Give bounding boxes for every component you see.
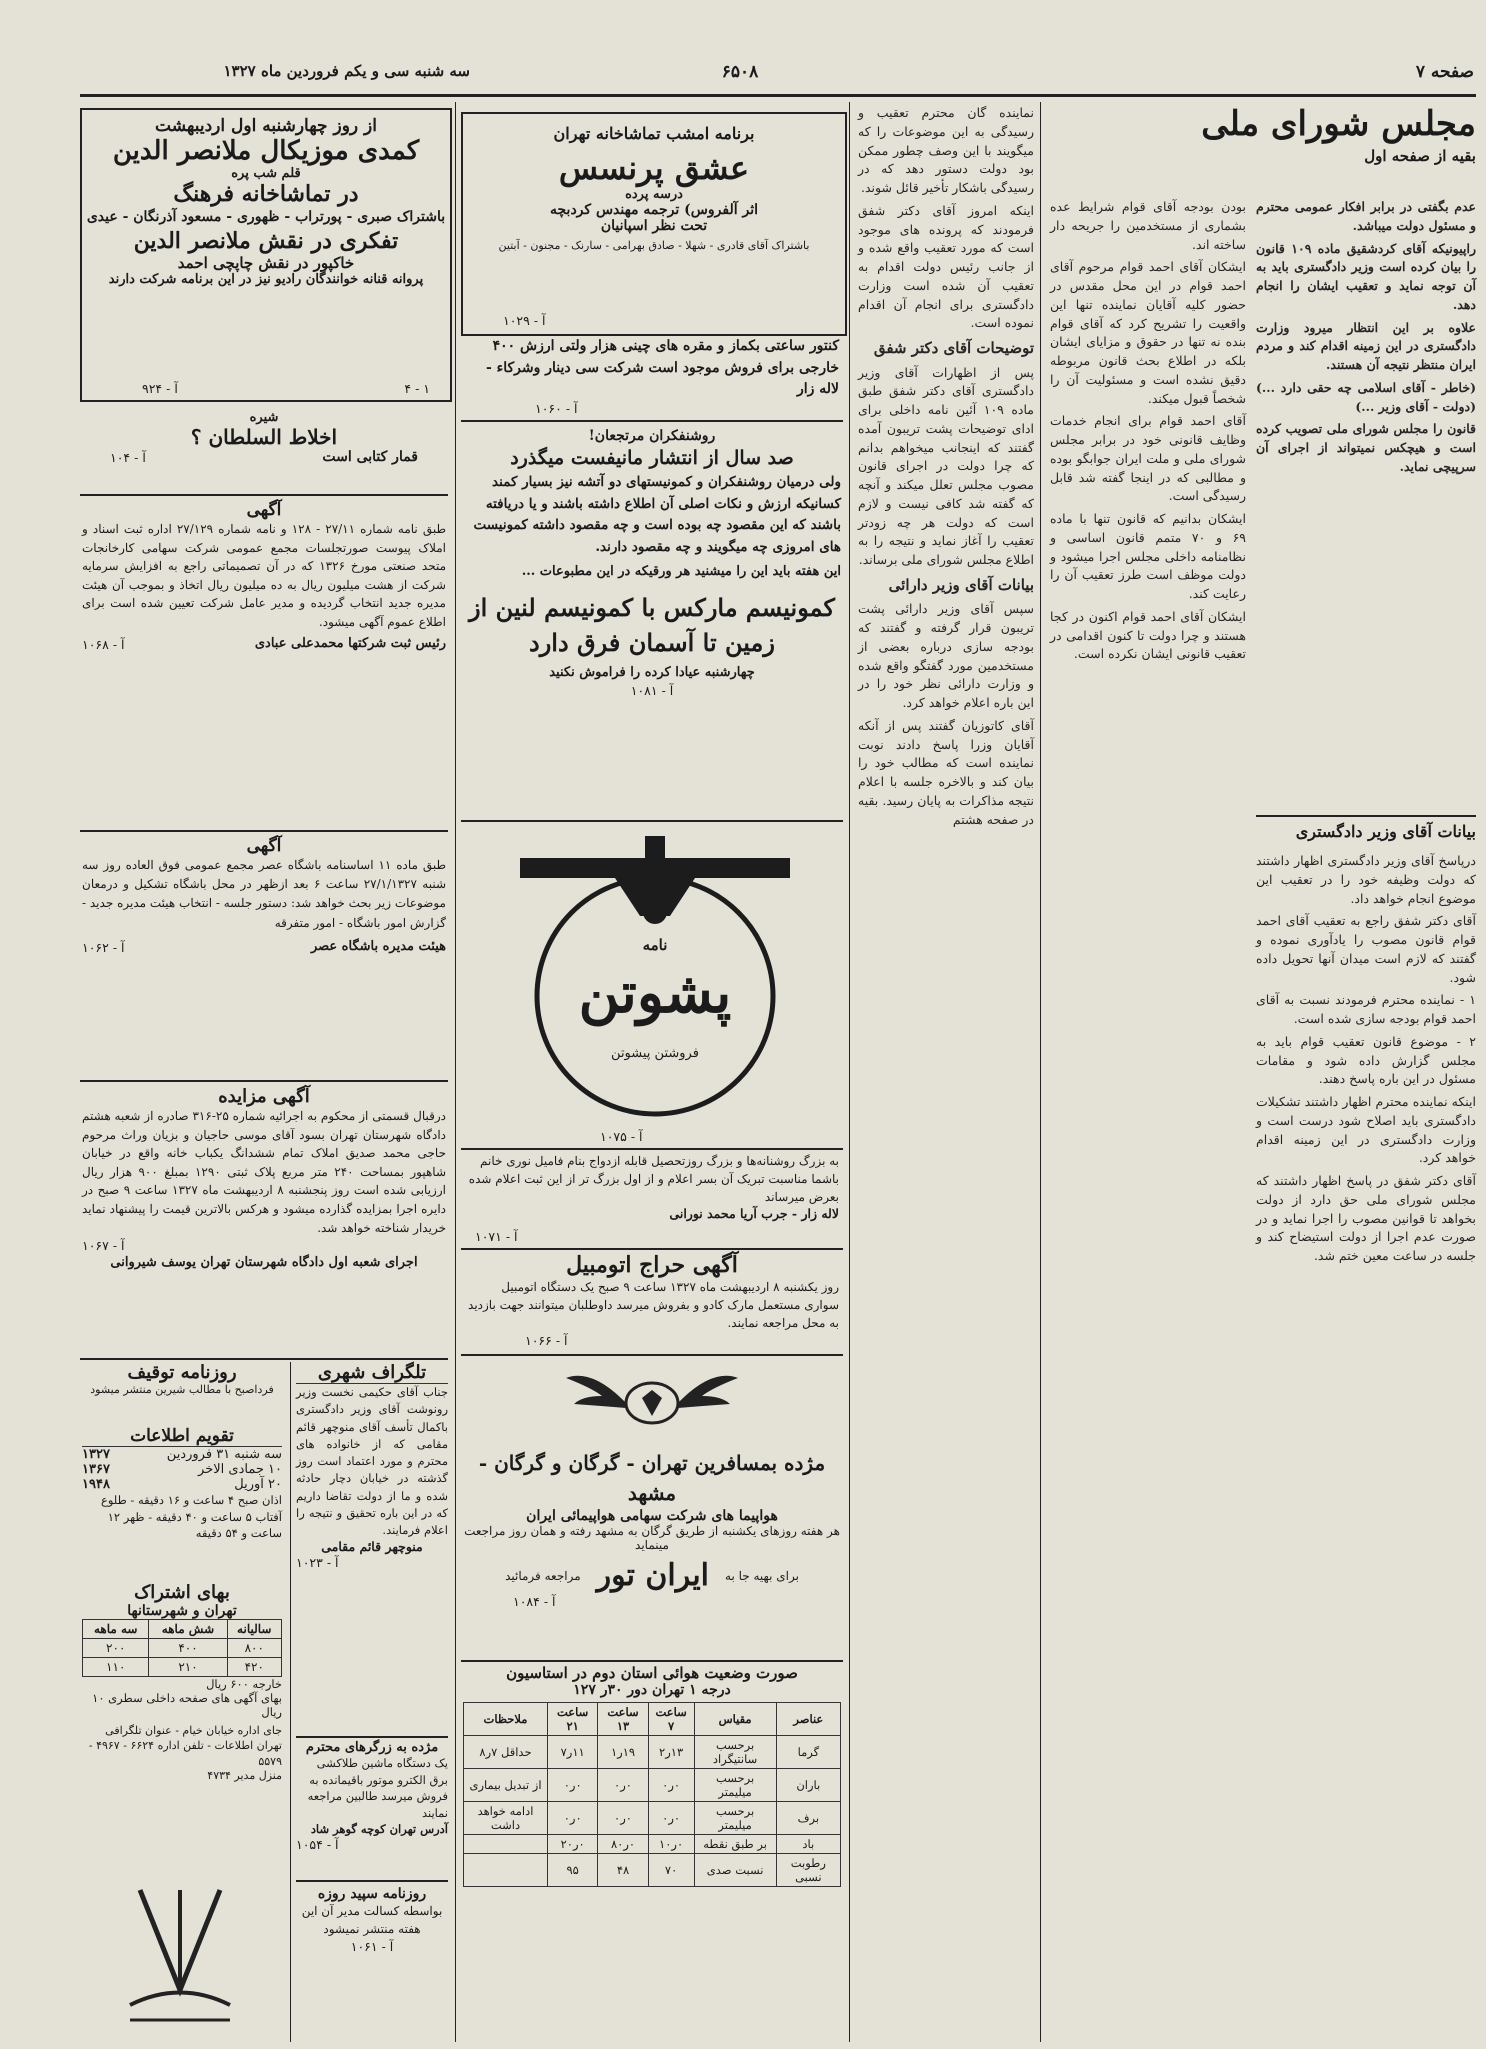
subscription-title: بهای اشتراک	[134, 1582, 230, 1603]
table-cell: ۰ر۰	[547, 1769, 597, 1802]
majlis-title: مجلس شورای ملی	[1201, 104, 1476, 144]
col2-heading: بیانات آقای وزیر دارائی	[888, 575, 1034, 594]
table-cell: حداقل ۷ر۸	[464, 1736, 548, 1769]
subscription-header: سالیانه	[227, 1620, 281, 1639]
ad-rule	[461, 1248, 843, 1250]
ad-rule	[296, 1880, 448, 1882]
sepid-body: بواسطه کسالت مدیر آن این هفته منتشر نمیشود	[301, 1904, 443, 1936]
calendar-row	[82, 1447, 282, 1462]
section-rule	[1256, 815, 1476, 817]
manifesto-note: این هفته باید این را میشنید هر ورقیکه در این مطبوعات ...	[521, 564, 841, 580]
goldsmith-ad	[296, 1740, 448, 1860]
comedy-author: قلم شب پره	[231, 166, 301, 181]
subscription-single: بهای آگهی های صفحه داخلی سطری ۱۰ ریال	[92, 1691, 282, 1719]
table-cell	[464, 1854, 548, 1887]
book-footer	[80, 449, 448, 467]
comedy-extra: خاکپور در نقش چاپچی احمد	[177, 254, 355, 272]
justice-paragraph: آقای دکتر شفق راجع به تعقیب آقای احمد قوام قانون مصوب را یادآوری نموده و گفتند که لازم است میدان آنها تحویل داده شود.	[1256, 913, 1476, 985]
calendar-title: تقویم اطلاعات	[82, 1426, 282, 1447]
ad-rule	[80, 1358, 448, 1360]
table-cell: ۴۰۰	[149, 1639, 227, 1658]
manifesto-ad	[463, 428, 841, 816]
justice-paragraph: ۲ - موضوع قانون تعقیب قوام باید به مجلس گزارش داده شود و مقامات مسئول در این باره پاسخ دهند.	[1256, 1033, 1476, 1087]
theater-cast: باشتراک آقای قادری - شهلا - صادق بهرامی - سارنک - مجنون - آبتین	[498, 239, 810, 252]
majlis-paragraph: بودن بودجه آقای قوام شرایط عده بشماری از مستخدمین را جریحه دار ساخته اند.	[1050, 199, 1246, 252]
tawqif-box	[82, 1362, 282, 1422]
weather-header: مقیاس	[694, 1703, 776, 1736]
goldsmith-body: یک دستگاه ماشین طلاکشی برق الکترو موتور باقیمانده به فروش میرسد طالبین مراجعه نمایند	[307, 1756, 448, 1821]
col2-paragraph: آقای کاتوزیان گفتند پس از آنکه آقایان وزرا پاسخ دادند نوبت نماینده است که مطالب خود را بیان کند و بالاخره جلسه با اعلام نتیجه مذاکرات به پایان رسید. بقیه در صفحه هشتم	[858, 717, 1034, 827]
col2-heading: توضیحات آقای دکتر شفق	[873, 339, 1034, 357]
table-cell: ۱۹ر۱	[598, 1736, 648, 1769]
notice-sign: رئیس ثبت شرکتها محمدعلی عبادی	[254, 635, 446, 651]
table-cell: برحسب سانتیگراد	[694, 1736, 776, 1769]
book-ad	[80, 410, 448, 490]
majlis-side-paragraph: راپیونیکه آقای کردشقیق ماده ۱۰۹ قانون را بیان کرده است وزیر دادگستری باید به آن توجه نماید و تعقیب ایشان را انجام دهد.	[1256, 240, 1476, 312]
flight-contact-row	[463, 1558, 841, 1593]
property-auction-body: درقبال قسمتی از محکوم به اجرائیه شماره ۲۵-۳۱۶ صادره از شعبه هشتم دادگاه شهرستان تهران بسود آقای موسی حاجیان و بزیان وراث مرحوم حاجی محمد صدیق املاک تمام ششدانگ یکباب خانه واقع در خیابان شاهپور بمساحت ۲۴۰ متر مربع پلاک ثبتی ۱۲۹۰ بمبلغ ۹۰۰ هزار ریال ارزیابی شده است روز پنجشنبه ۸ اردیبهشت ماه ۱۳۲۷ ساعت ۹ صبح در دایره اجرا بمزایده گذارده میشود و هرکس بالاترین قیمت را پیشنهاد نماید خریدار شناخته خواهد شد.	[82, 1109, 447, 1235]
majlis-article	[1050, 104, 1476, 173]
subscription-address: جای اداره خیابان خیام - عنوان تلگرافی تهران اطلاعات - تلفن اداره ۶۶۲۴ - ۴۹۶۷ - ۵۵۷۹	[88, 1724, 282, 1768]
subscription-foreign: خارجه ۶۰۰ ریال	[206, 1677, 282, 1691]
calendar-label: ۲۰ آوریل	[234, 1477, 282, 1492]
col2-paragraph: پس از اظهارات آقای وزیر دادگستری آقای دکتر شفق طبق ماده ۱۰۹ آئین نامه داخلی برای ادای توضیحات پشت تریبون آمده گفتند که اینجانب میخواهم بدانم که چرا دولت در اجرای قانون مصوب مجلس تعلل میکند و آنچه که گفته شد کافی نیست و لازم است که دولت هر چه زودتر تعقیب را آغاز نماید و نتیجه را به اطلاع مجلس شورای ملی برساند.	[858, 364, 1034, 567]
notice-ad	[82, 500, 446, 820]
majlis-side-paragraph: قانون را مجلس شورای ملی تصویب کرده است و هیچکس نمیتواند از اجرای آن سرپیچی نماید.	[1256, 421, 1476, 474]
property-auction-sign: اجرای شعبه اول دادگاه شهرستان تهران یوسف شیروانی	[110, 1255, 418, 1271]
table-cell: ادامه خواهد داشت	[464, 1802, 548, 1835]
table-cell: از تبدیل بیماری	[464, 1769, 548, 1802]
justice-paragraph: درپاسخ آقای وزیر دادگستری اظهار داشتند که دولت وظیفه خود را در تعقیب این موضوع انجام خواهد داد.	[1256, 853, 1476, 906]
table-cell: ۱۱ر۷	[547, 1736, 597, 1769]
table-cell: رطوبت نسبی	[776, 1854, 840, 1887]
ad-rule	[461, 1148, 843, 1150]
majlis-continued-column	[858, 104, 1034, 833]
club-notice-title: آگهی	[246, 836, 282, 856]
ad-code: آ - ۱۰۶۶	[525, 1333, 568, 1348]
table-row	[83, 1658, 282, 1677]
notice-title: آگهی	[246, 500, 282, 520]
flight-contact: برای بهیه جا به	[725, 1568, 799, 1583]
ad-code: آ - ۱۰۶۸	[82, 636, 125, 652]
subscription-manager: منزل مدیر ۴۷۳۴	[207, 1769, 282, 1783]
table-cell: ۲۰۰	[83, 1639, 149, 1658]
car-auction-ad	[465, 1252, 839, 1352]
theater-acts: درسه پرده	[625, 187, 683, 202]
theater-title: برنامه امشب تماشاخانه تهران	[553, 124, 755, 143]
manifesto-big: کمونیسم مارکس با کمونیسم لنین از زمین تا آسمان فرق دارد	[469, 593, 835, 657]
ad-rule	[80, 830, 448, 832]
calendar-label: ۱۰ جمادی الاخر	[198, 1462, 282, 1477]
weather-header: ملاحظات	[464, 1703, 548, 1736]
subscription-header: شش ماهه	[149, 1620, 227, 1639]
column-rule	[1040, 102, 1041, 2042]
majlis-paragraph: ایشکان آقای احمد قوام اکنون در کجا هستند و چرا دولت تا کنون اقدامی در تعقیب قانونی ایشان نکرده است.	[1050, 608, 1246, 662]
marriage-sign: لاله زار - جرب آریا محمد نورانی	[669, 1206, 839, 1221]
ad-rule	[80, 1080, 448, 1082]
table-cell: ۴۲۰	[227, 1658, 281, 1677]
club-notice-sign: هیئت مدیره باشگاه عصر	[310, 938, 446, 954]
table-cell: گرما	[776, 1736, 840, 1769]
masthead-rule	[80, 94, 1476, 97]
ad-code: آ - ۱۰۶۰	[535, 400, 578, 416]
book-title: اخلاط السلطان ؟	[190, 425, 338, 449]
ad-rule	[296, 1736, 448, 1738]
comedy-cast: باشتراک صبری - پورتراب - ظهوری - مسعود آذرنگان - عیدی	[86, 209, 446, 225]
majlis-side-paragraph: علاوه بر این انتظار میرود وزارت دادگستری در این زمینه اقدام کند و مردم ایران منتظر نتیجه آن هستند.	[1256, 319, 1476, 372]
column-rule	[290, 1362, 291, 2042]
weather-header-row	[464, 1703, 841, 1736]
manifesto-title: صد سال از انتشار مانیفست میگذرد	[510, 447, 794, 469]
majlis-paragraph: ایشکان آقای احمد قوام مرحوم آقای احمد قوام در این محل مقدس در حضور کلیه آقایان نماینده تنها این واقعیت را تشریح کرد که آقای قوام بنده نه تنها در حقوق و مزایای ایشان بلکه در اطلاع بحث قانون مربوطه دقیق نشده است و مسئولیت آن را شخصاً قبول میکند.	[1050, 259, 1246, 406]
notice-body: طبق نامه شماره ۲۷/۱۱ - ۱۲۸ و نامه شماره ۲۷/۱۲۹ اداره ثبت اسناد و املاک پیوست صورتجلسات مجمع عمومی شرکت سهامی کارخانجات متحد صنعتی مورخ ۱۳۲۶ که در آن تصمیماتی راجع به افزایش سرمایه شرکت از هشت میلیون ریال به ده میلیون ریال اتخاذ و بموجب آن هیئت مدیره جدید انتخاب گردیده و مدیر عامل شرکت تعیین شده است برای اطلاع عموم آگهی میشود.	[82, 522, 447, 629]
table-cell: ۰ر۱۰	[648, 1835, 694, 1854]
table-cell: ۱۱۰	[83, 1658, 149, 1677]
table-cell: ۷۰	[648, 1854, 694, 1887]
calendar-year: ۱۳۶۷	[82, 1462, 110, 1477]
theater-director: تحت نظر اسپانیان	[600, 218, 708, 234]
comedy-headline: از روز چهارشنبه اول اردیبهشت	[155, 116, 377, 136]
ad-code: آ - ۱۰۸۱	[630, 682, 674, 698]
ad-code: آ - ۱۰۲۳	[296, 1555, 339, 1571]
ad-rule	[461, 420, 843, 422]
ad-code: آ - ۱۰۸۴	[513, 1594, 556, 1609]
ad-code: ۴ - ۱	[404, 380, 430, 396]
table-cell: ۰ر۰	[648, 1802, 694, 1835]
table-cell: باد	[776, 1835, 840, 1854]
justice-paragraph: آقای دکتر شفق در پاسخ اظهار داشتند که مجلس شورای ملی حق دارد از دولت بخواهد تا قوانین مصوب را اجرا نماید و در صورت عدم اجرا از دولت استیضاح کند و جلسه در ساعت معین ختم شد.	[1256, 1173, 1476, 1263]
manifesto-footer: چهارشنبه عیادا کرده را فراموش نکنید	[549, 664, 755, 680]
ad-code: آ - ۱۰۶۱	[350, 1939, 394, 1954]
justice-paragraph: ۱ - نماینده محترم فرمودند نسبت به آقای احمد قوام بودجه سازی شده است.	[1256, 992, 1476, 1026]
club-notice-body: طبق ماده ۱۱ اساسنامه باشگاه عصر مجمع عمومی فوق العاده روز سه شنبه ۲۷/۱/۱۳۲۷ ساعت ۶ بعد ازظهر در محل باشگاه تشکیل و درمعان موضوعات زیر بحث خواهد شد: دستور جلسه - انتخاب هیئت مدیره جدید - گزارش امور باشگاه - امور متفرقه	[82, 858, 447, 930]
tawqif-sub: فرداصبح با مطالب شیرین منتشر میشود	[90, 1383, 274, 1396]
meter-ad	[465, 336, 839, 418]
table-row	[464, 1769, 841, 1802]
ad-rule	[80, 494, 448, 496]
table-row	[464, 1835, 841, 1854]
weather-table	[463, 1702, 841, 1887]
ad-code: آ - ۱۰۶۲	[82, 939, 125, 955]
comedy-lead: تفکری در نقش ملانصر الدین	[133, 228, 399, 254]
calendar-row	[82, 1477, 282, 1492]
table-cell: ۰ر۰	[648, 1769, 694, 1802]
calendar-year: ۱۳۲۷	[82, 1447, 110, 1462]
table-cell: برحسب میلیمتر	[694, 1802, 776, 1835]
book-sub: قمار کتابی است	[322, 449, 418, 465]
table-row	[464, 1736, 841, 1769]
weather-header: ساعت ۷	[648, 1703, 694, 1736]
club-notice-ad	[82, 836, 446, 1086]
majlis-side-paragraph: (خاطر - آقای اسلامی چه حقی دارد ...) (دولت - آقای وزیر ...)	[1256, 379, 1476, 414]
subscription-header-row	[83, 1620, 282, 1639]
ad-code: آ - ۱۰۷۱	[475, 1228, 518, 1244]
theater-ad	[461, 112, 847, 336]
calendar-row	[82, 1462, 282, 1477]
table-cell: ۲۱۰	[149, 1658, 227, 1677]
col2-paragraph: اینکه امروز آقای دکتر شفق فرمودند که پرونده های موجود است که مورد تعقیب واقع شده و از جانب رئیس دولت اقدام به تعقیب آن شده است وزارت دادگستری برای انجام آن اقدام نموده است.	[858, 202, 1034, 331]
col2-paragraph: نماینده گان محترم تعقیب و رسیدگی به این موضوعات را که میگویند با این وصف چطور ممکن بود دولت دستور دهد که در رسیدگی باشکار تأخیر قائل شوند.	[858, 105, 1034, 195]
comedy-ad	[80, 108, 452, 402]
table-cell: ۴۸	[598, 1854, 648, 1887]
ad-code: آ - ۱۰۷۵	[600, 1129, 643, 1144]
table-cell: ۰ر۲۰	[547, 1835, 597, 1854]
ad-code: آ - ۱۰۴	[110, 450, 146, 465]
table-cell: باران	[776, 1769, 840, 1802]
table-cell: ۰ر۰	[598, 1802, 648, 1835]
col2-paragraph: سپس آقای وزیر دارائی پشت تریبون قرار گرفته و گفتند که بودجه سازی درباره بعضی از مستخدمین مورد گفتگو واقع شده و وزارت دارائی نظر خود را در این باره اعلام خواهد کرد.	[858, 601, 1034, 710]
tawqif-title: روزنامه توقیف	[127, 1362, 237, 1383]
calendar-box	[82, 1426, 282, 1576]
table-cell	[464, 1835, 548, 1854]
marriage-ad	[465, 1152, 839, 1246]
table-cell: بر طبق نقطه	[694, 1835, 776, 1854]
comedy-title: کمدی موزیکال ملانصر الدین	[112, 136, 420, 166]
comedy-venue: در تماشاخانه فرهنگ	[173, 181, 359, 207]
majlis-text-left	[1256, 198, 1476, 481]
table-cell: نسبت صدی	[694, 1854, 776, 1887]
peshotan-ad	[520, 836, 790, 1126]
weather-subtitle: درجه ۱ تهران دور ۳۰ر ۱۲۷	[573, 1682, 731, 1698]
meter-text: کنتور ساعتی بکماز و مقره های چینی هزار ولتی ارزش ۴۰۰ خارجی برای فروش موجود است شرکت سی دینار وشرکاء - لاله زار	[485, 338, 839, 398]
minister-justice-text	[1256, 852, 1476, 1270]
ad-rule	[461, 820, 843, 822]
minister-justice-title: بیانات آقای وزیر دادگستری	[1295, 822, 1476, 841]
table-cell: ۰ر۰	[598, 1769, 648, 1802]
weather-header: عناصر	[776, 1703, 840, 1736]
ad-rule	[461, 1660, 843, 1662]
airline-wings-icon	[562, 1358, 742, 1448]
table-row	[464, 1854, 841, 1887]
column-rule	[849, 102, 850, 2042]
sepid-ad	[296, 1886, 448, 2036]
weather-title: صورت وضعیت هوائی استان دوم در استاسیون	[506, 1664, 798, 1682]
club-notice-footer	[82, 939, 446, 957]
justice-paragraph: اینکه نماینده محترم اظهار داشتند تشکیلات دادگستری باید اصلاح شود درست است و وزارت دادگستری در این زمینه اقدام خواهد کرد.	[1256, 1094, 1476, 1166]
majlis-side-paragraph: عدم بگفتی در برابر افکار عمومی محترم و مسئول دولت میباشد.	[1256, 199, 1476, 233]
marriage-text: به بزرگ روشنانه‌ها و بزرگ روزتحصیل قابله ازدواج بنام فامیل نوری خانم باشما مناسبت تبریک آن بسر اعلام و از اول بزرگ تر از این ثبت اعلام شده بعرض میرساند	[468, 1154, 839, 1204]
table-row	[83, 1639, 282, 1658]
ad-code: آ - ۱۰۵۴	[296, 1836, 339, 1852]
flight-title: مژده بمسافرین تهران - گرگان و گرگان - مشهد	[478, 1451, 826, 1505]
issue-number: ۶۵۰۸	[721, 62, 759, 82]
weather-header: ساعت ۱۳	[598, 1703, 648, 1736]
telegraph-sign: منوچهر قائم مقامی	[321, 1539, 423, 1555]
weather-header: ساعت ۲۱	[547, 1703, 597, 1736]
manifesto-head: روشنفکران مرتجعان!	[588, 428, 716, 444]
flight-company: هواپیما های شرکت سهامی هواپیمائی ایران	[526, 1508, 778, 1524]
car-auction-title: آگهی حراج اتومبیل	[566, 1252, 738, 1278]
calendar-prayer: اذان صبح ۴ ساعت و ۱۶ دقیقه - طلوع آفتاب ۵ ساعت و ۴۰ دقیقه - ظهر ۱۲ ساعت و ۵۴ دقیقه	[101, 1493, 282, 1541]
peshotan-tagline: فروشتن پیشوتن	[611, 1046, 699, 1061]
subscription-header: سه ماهه	[83, 1620, 149, 1639]
goldsmith-title: مژده به زرگرهای محترم	[305, 1740, 439, 1755]
ad-code: آ - ۱۰۲۹	[503, 312, 546, 328]
ad-rule	[461, 1354, 843, 1356]
table-row	[464, 1802, 841, 1835]
flight-agency: ایران تور	[596, 1558, 710, 1593]
date-line: سه شنبه سی و یکم فروردین ماه ۱۳۲۷	[223, 62, 470, 80]
page-label: صفحه ۷	[1415, 62, 1474, 82]
flight-agency-note: مراجعه فرمائید	[505, 1568, 581, 1583]
ad-code: آ - ۱۰۶۷	[82, 1238, 125, 1254]
goldsmith-address: آدرس تهران کوچه گوهر شاد	[310, 1821, 448, 1836]
peshotan-label: نامه	[642, 936, 668, 954]
calendar-year: ۱۹۴۸	[82, 1477, 110, 1492]
subscription-sub: تهران و شهرستانها	[127, 1603, 237, 1619]
calendar-label: سه شنبه ۳۱ فروردین	[166, 1447, 282, 1462]
subscription-box	[82, 1582, 282, 1782]
majlis-paragraph: ایشکان بدانیم که قانون تنها با ماده ۶۹ و ۷۰ متمم قانون اساسی و نظامنامه داخلی مجلس اجرا میشود و دولت موظف است طرز تعقیب آن را رعایت کند.	[1050, 511, 1246, 601]
theater-author: اثر آلفروس) ترجمه مهندس کردبچه	[550, 202, 758, 218]
pen-logo-icon	[120, 1880, 240, 2030]
table-cell: ۹۵	[547, 1854, 597, 1887]
weather-report	[463, 1664, 841, 1887]
property-auction-ad	[82, 1086, 446, 1356]
ad-code: آ - ۹۲۴	[142, 380, 178, 396]
theater-play: عشق پرنسس	[558, 149, 750, 187]
telegraph-title: تلگراف شهری	[296, 1362, 448, 1384]
property-auction-title: آگهی مزایده	[218, 1086, 310, 1107]
column-rule	[455, 102, 456, 2042]
majlis-continued: بقیه از صفحه اول	[1364, 146, 1476, 165]
sepid-title: روزنامه سپید روزه	[317, 1886, 427, 1902]
table-cell: ۰ر۰	[547, 1802, 597, 1835]
subscription-table	[82, 1619, 282, 1677]
majlis-paragraph: آقای احمد قوام برای انجام خدمات وظایف قانونی خود در برابر مجلس شورای ملی و ملت ایران جوابگو بوده و مطالبی که در اینجا گفته شد قابل رسیدگی است.	[1050, 413, 1246, 504]
table-cell: ۸۰۰	[227, 1639, 281, 1658]
table-cell: برحسب میلیمتر	[694, 1769, 776, 1802]
table-cell: ۱۳ر۲	[648, 1736, 694, 1769]
peshotan-name: پشوتن	[578, 960, 732, 1026]
table-cell: برف	[776, 1802, 840, 1835]
majlis-text-right	[1050, 198, 1246, 668]
flight-body: هر هفته روزهای یکشنبه از طریق گرگان به مشهد رفته و همان روز مراجعت مینماید	[464, 1524, 840, 1552]
book-label: شیره	[249, 410, 279, 425]
notice-footer	[82, 636, 446, 654]
telegraph-body: جناب آقای حکیمی نخست وزیر رونوشت آقای وزیر دادگستری باکمال تأسف آقای منوچهر قائم مقامی که از خانواده های محترم و مورد اعتماد است روز گذشته در خیابان دچار حادثه شده و ما از دولت تقاضا داریم که در این باره تحقیق و نتیجه را اعلام فرمایند.	[296, 1385, 448, 1537]
flight-ad	[463, 1358, 841, 1658]
manifesto-body: ولی درمیان روشنفکران و کمونیستهای دو آتشه نیز بسیار کمند کسانیکه ارزش و نکات اصلی آن اطلاع داشته باشند و یا دریافته باشند که این مقصود چه بوده است و چه مقصود داشته کمونیست های امروزی چه میگویند و چه مقصود دارند.	[473, 474, 841, 555]
table-cell: ۰ر۸۰	[598, 1835, 648, 1854]
comedy-note: پروانه قنانه خوانندگان رادیو نیز در این برنامه شرکت دارند	[108, 272, 424, 287]
telegraph-ad	[296, 1362, 448, 1692]
car-auction-body: روز یکشنبه ۸ اردیبهشت ماه ۱۳۲۷ ساعت ۹ صبح یک دستگاه اتومبیل سواری مستعمل مارک کادو و بفروش میرسد داوطلبان میتوانند جهت بازدید به محل مراجعه نمایند.	[468, 1280, 839, 1330]
